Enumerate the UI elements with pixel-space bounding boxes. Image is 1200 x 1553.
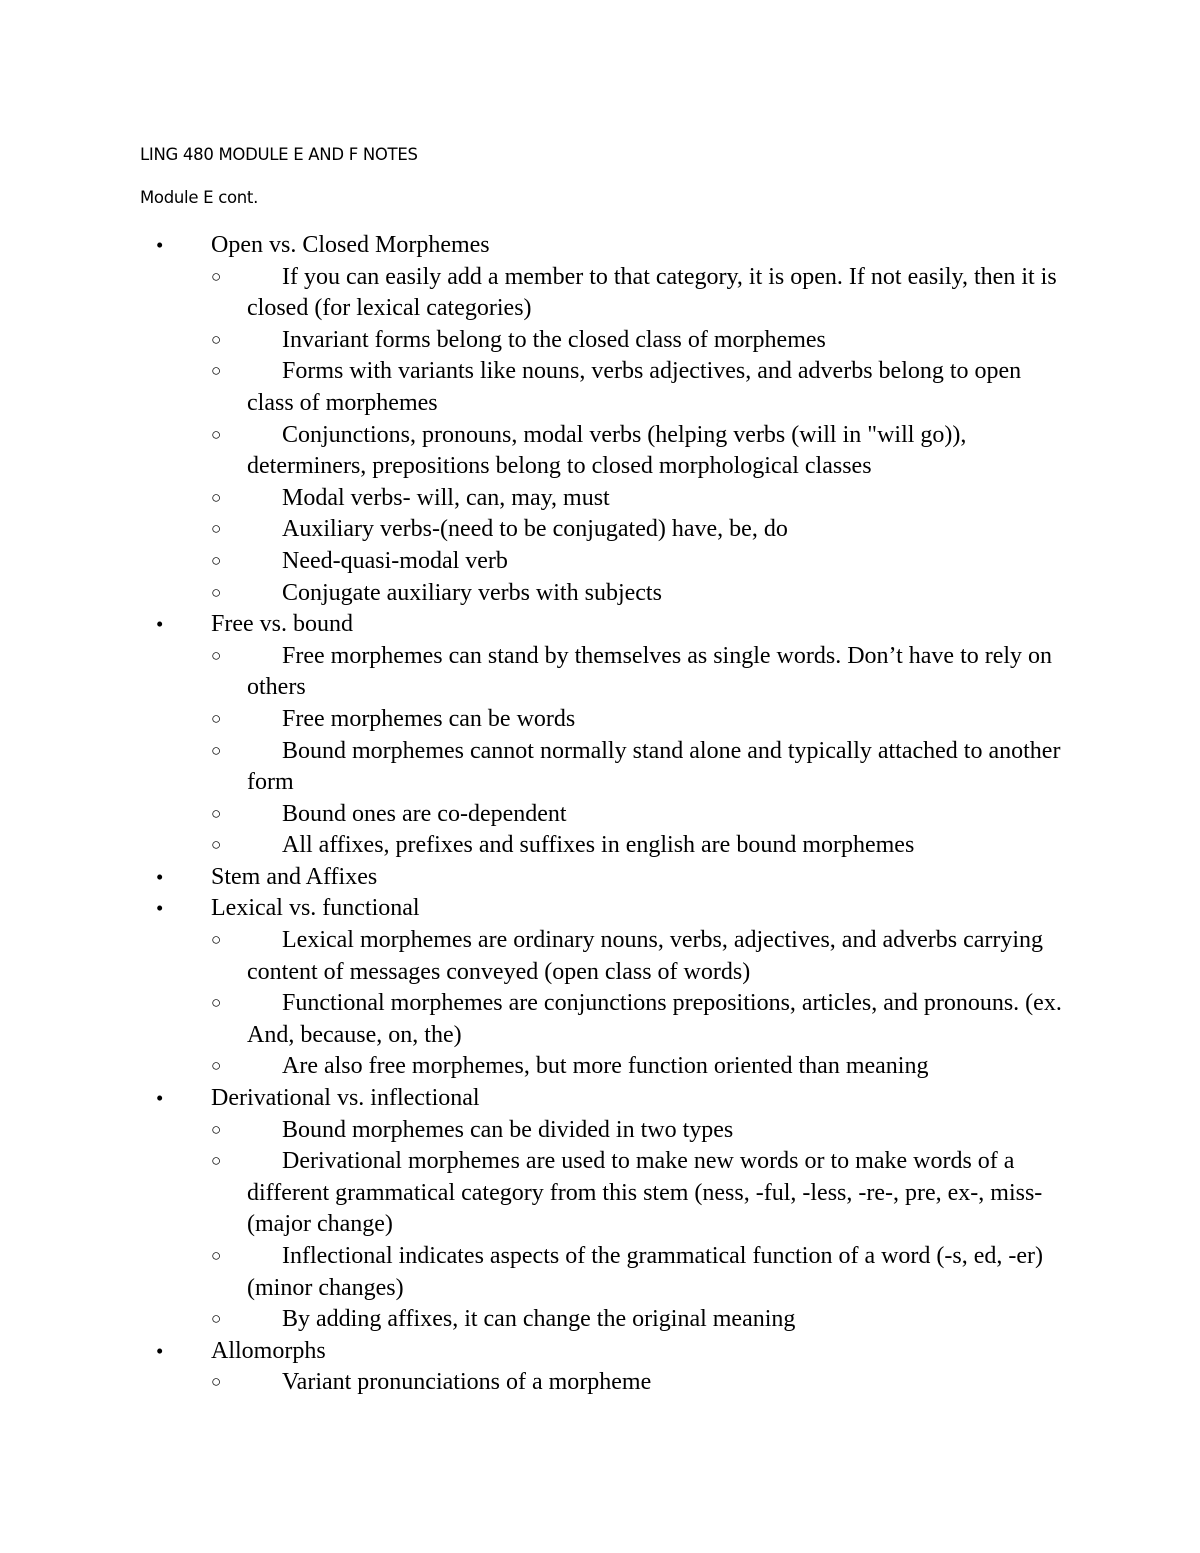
section-heading: Derivational vs. inflectional [211,1085,480,1112]
sub-list-item [0,1304,1067,1336]
document-subtitle: Module E cont. [140,188,259,207]
circle-bullet-icon: ○ [211,835,222,855]
list-item [0,230,1071,262]
sub-list-item [0,1241,1067,1304]
section-heading: Free vs. bound [211,611,353,638]
sub-item-text: Modal verbs- will, can, may, must [282,484,610,511]
sub-item-text: Bound morphemes can be divided in two types [282,1116,734,1143]
sub-item-text: If you can easily add a member to that category, it is open. If not easily, then it is closed (for lexical categories) [247,263,1057,322]
sub-list-item [0,641,1067,704]
list-item [0,1336,1071,1368]
list-item [0,862,1071,894]
sub-list-item [0,578,1067,610]
sub-list-item [0,1115,1067,1147]
sub-list-item [0,988,1067,1051]
sub-list-item [0,420,1067,483]
sub-list-item [0,736,1067,799]
sub-item-text: Derivational morphemes are used to make new words or to make words of a different grammatical category from this stem (ness, -ful, -less, -re-, pre, ex-, miss- (major change) [247,1148,1043,1238]
sub-item-text: Invariant forms belong to the closed class of morphemes [282,326,826,353]
sub-item-text: Variant pronunciations of a morpheme [282,1369,652,1396]
sub-list-item [0,356,1067,419]
circle-bullet-icon: ○ [211,803,222,823]
bullet-icon: • [156,864,164,889]
bullet-icon: • [156,1338,164,1363]
circle-bullet-icon: ○ [211,582,222,602]
sub-item-text: Free morphemes can stand by themselves as single words. Don’t have to rely on others [247,642,1053,701]
sub-item-text: Bound morphemes cannot normally stand alone and typically attached to another form [247,737,1061,796]
sub-item-text: Conjunctions, pronouns, modal verbs (helping verbs (will in "will go)), determiners, prepositions belong to closed morphological classes [247,421,967,480]
list-item [0,1083,1071,1115]
sub-item-text: Auxiliary verbs-(need to be conjugated) have, be, do [282,516,788,543]
sub-list-item [0,1146,1067,1241]
circle-bullet-icon: ○ [211,424,222,444]
circle-bullet-icon: ○ [211,550,222,570]
notes-list [0,230,1200,1399]
sub-list-item [0,546,1067,578]
sub-list-item [0,799,1067,831]
sub-list-item [0,483,1067,515]
circle-bullet-icon: ○ [211,740,222,760]
sub-item-text: By adding affixes, it can change the original meaning [282,1306,796,1333]
bullet-icon: • [156,896,164,921]
circle-bullet-icon: ○ [211,487,222,507]
section-heading: Open vs. Closed Morphemes [211,232,490,258]
circle-bullet-icon: ○ [211,519,222,539]
circle-bullet-icon: ○ [211,1119,222,1139]
circle-bullet-icon: ○ [211,708,222,728]
circle-bullet-icon: ○ [211,645,222,665]
circle-bullet-icon: ○ [211,1056,222,1076]
circle-bullet-icon: ○ [211,1246,222,1265]
section-heading: Lexical vs. functional [211,895,420,922]
sub-item-text: Need-quasi-modal verb [282,547,508,574]
sub-item-text: All affixes, prefixes and suffixes in english are bound morphemes [282,832,915,859]
sub-list-item [0,704,1067,736]
sub-item-text: Bound ones are co-dependent [282,800,567,827]
circle-bullet-icon: ○ [211,993,222,1013]
circle-bullet-icon: ○ [211,266,222,286]
list-item [0,893,1071,925]
sub-item-text: Conjugate auxiliary verbs with subjects [282,579,662,606]
sub-item-text: Are also free morphemes, but more function oriented than meaning [282,1053,929,1080]
sub-list-item [0,925,1067,988]
list-item [0,609,1071,641]
sub-list-item [0,514,1067,546]
circle-bullet-icon: ○ [211,1309,222,1329]
bullet-icon: • [156,233,164,257]
sub-list-item [0,325,1067,357]
sub-list-item [0,262,1067,325]
bullet-icon: • [156,1086,164,1111]
circle-bullet-icon: ○ [211,930,222,950]
sub-list-item [0,1367,1067,1399]
sub-item-text: Inflectional indicates aspects of the grammatical function of a word (-s, ed, -er) (minor changes) [247,1243,1044,1301]
circle-bullet-icon: ○ [211,329,222,349]
document-title: LING 480 MODULE E AND F NOTES [140,145,418,164]
sub-item-text: Forms with variants like nouns, verbs adjectives, and adverbs belong to open class of morphemes [247,358,1022,416]
section-heading: Allomorphs [211,1337,326,1364]
circle-bullet-icon: ○ [211,1151,222,1171]
sub-list-item [0,1051,1067,1083]
sub-list-item [0,830,1067,862]
sub-item-text: Free morphemes can be words [282,705,576,732]
sub-item-text: Functional morphemes are conjunctions prepositions, articles, and pronouns. (ex. And, because, on, the) [247,990,1062,1048]
circle-bullet-icon: ○ [211,1372,222,1392]
section-heading: Stem and Affixes [211,863,378,890]
sub-item-text: Lexical morphemes are ordinary nouns, verbs, adjectives, and adverbs carrying content of messages conveyed (open class of words) [247,927,1044,985]
circle-bullet-icon: ○ [211,361,222,381]
bullet-icon: • [156,612,164,637]
